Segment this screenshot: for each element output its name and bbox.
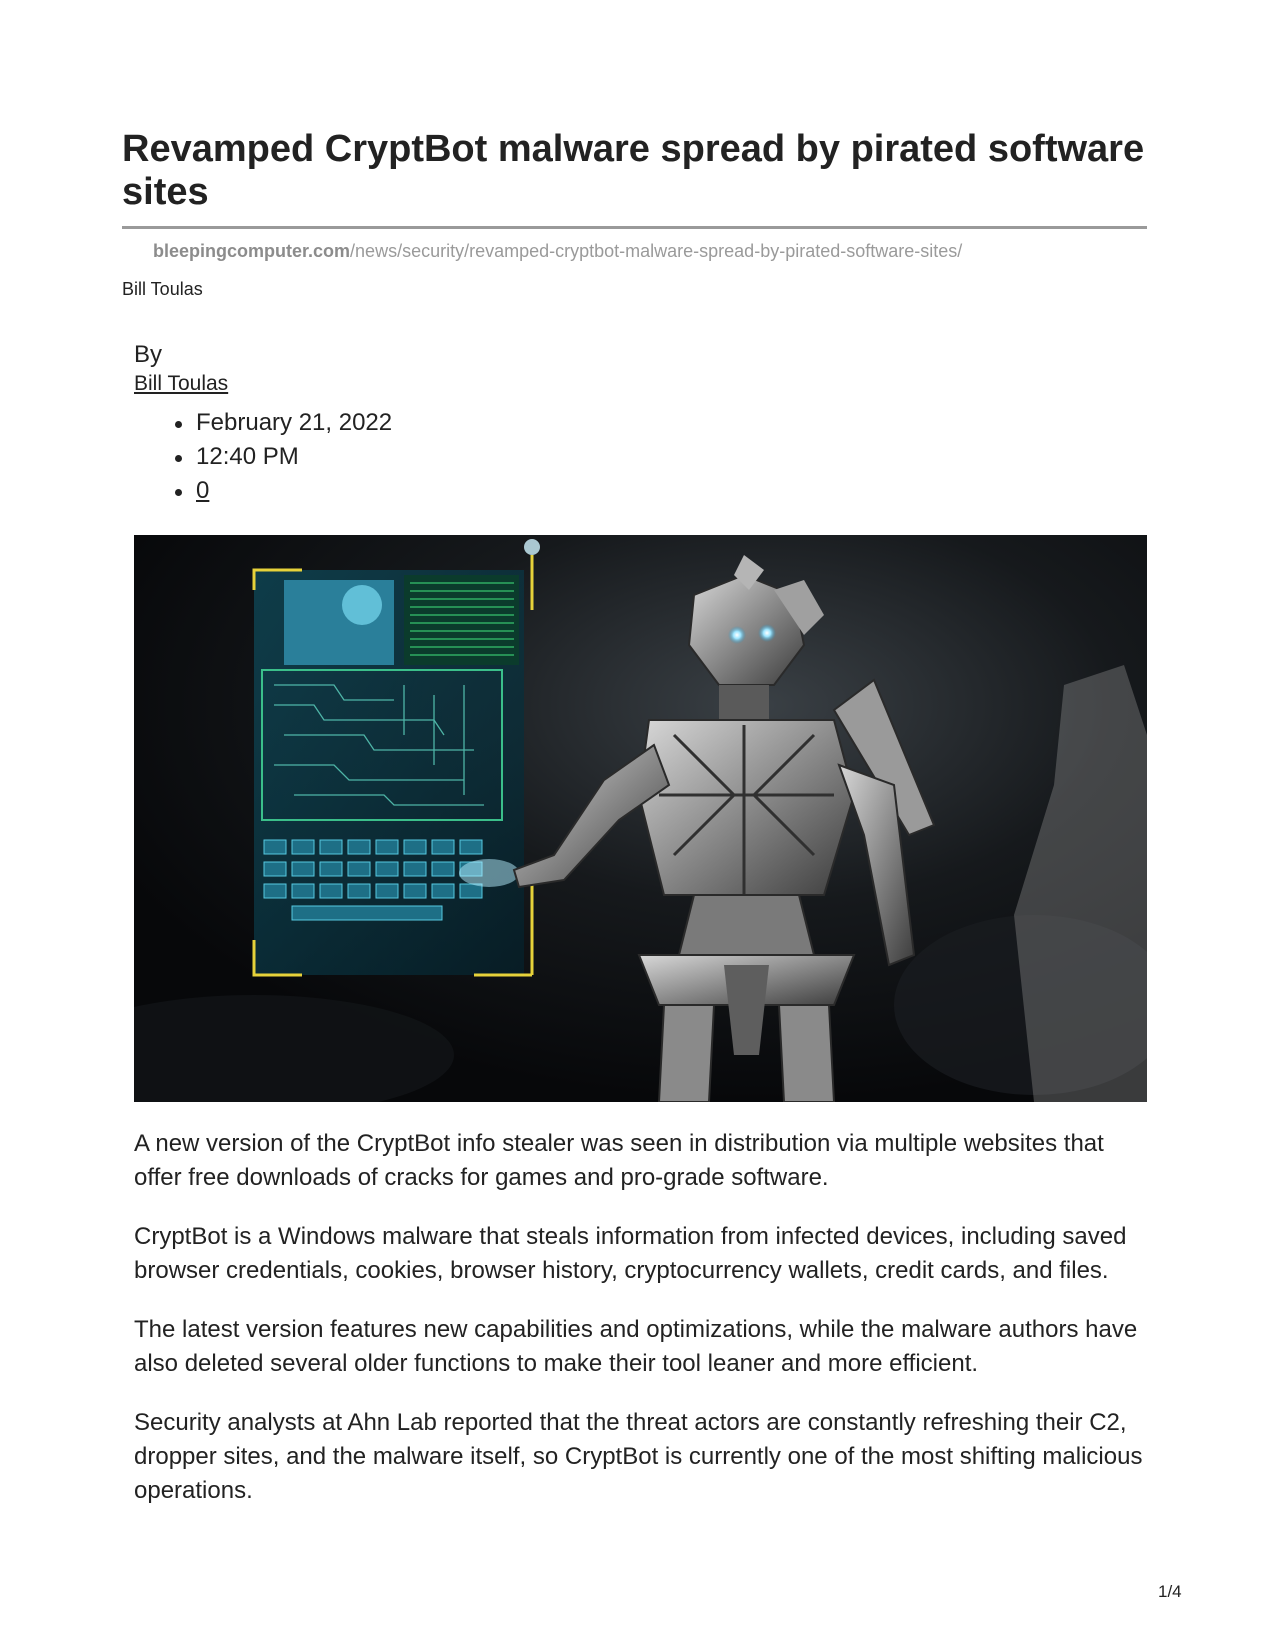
by-label: By (134, 341, 163, 368)
article-paragraph: Security analysts at Ahn Lab reported that the threat actors are constantly refreshing their C2, dropper sites, and the malware itself, so CryptBot is currently one of the most shifting malicious operations. (134, 1409, 1143, 1504)
meta-list (134, 406, 392, 508)
article-paragraph: The latest version features new capabilities and optimizations, while the malware authors have also deleted several older functions to make their tool leaner and more efficient. (134, 1316, 1138, 1377)
publish-date: February 21, 2022 (196, 409, 393, 436)
robot-hologram-illustration (134, 535, 1147, 1102)
author-link[interactable]: Bill Toulas (134, 372, 229, 395)
hologram-screen (254, 539, 540, 975)
meta-comments-item (134, 474, 392, 508)
article-body (134, 1127, 1154, 1533)
title-divider (122, 226, 1147, 229)
meta-time-item (134, 440, 392, 474)
page-number: 1/4 (1158, 1582, 1182, 1601)
bullet-icon (175, 489, 182, 496)
article-paragraph: A new version of the CryptBot info stealer was seen in distribution via multiple websites that offer free downloads of cracks for games and pro-grade software. (134, 1130, 1104, 1191)
publish-time: 12:40 PM (196, 443, 299, 470)
source-domain[interactable]: bleepingcomputer.com (153, 241, 351, 261)
comments-count-link[interactable]: 0 (196, 477, 210, 504)
article-meta (134, 340, 392, 508)
article-title: Revamped CryptBot malware spread by pirated software sites (122, 128, 1145, 213)
source-path[interactable]: /news/security/revamped-cryptbot-malware-spread-by-pirated-software-sites/ (350, 241, 963, 261)
hero-image (134, 535, 1147, 1102)
article-paragraph: CryptBot is a Windows malware that steals information from infected devices, including saved browser credentials, cookies, browser history, cryptocurrency wallets, credit cards, and files. (134, 1223, 1127, 1284)
meta-date-item (134, 406, 392, 440)
source-url[interactable] (153, 240, 962, 262)
bullet-icon (175, 455, 182, 462)
bullet-icon (175, 421, 182, 428)
byline-author: Bill Toulas (122, 279, 203, 299)
